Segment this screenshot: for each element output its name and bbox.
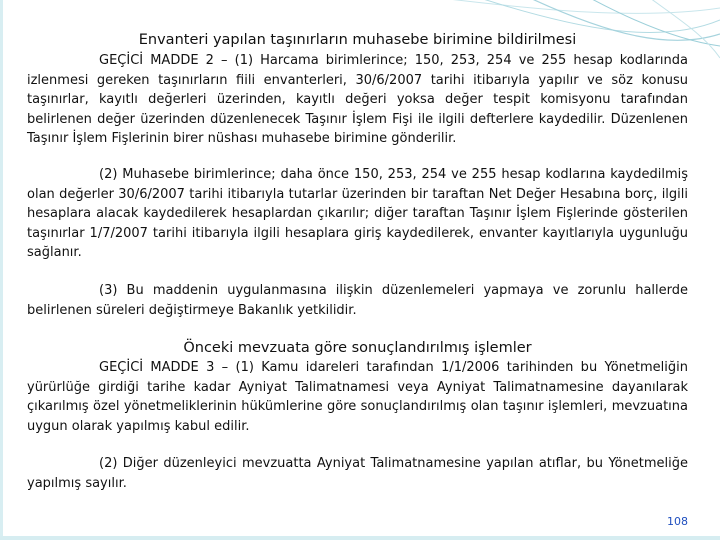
left-edge-decoration [0,0,3,540]
paragraph-2: (2) Muhasebe birimlerince; daha önce 150, 253, 254 ve 255 hesap kodlarına kaydedilmiş olan değerler 30/6/2007 tarihi itibarıyla tutarlar üzerinden bir taraftan Net Değer Hesabına borç, ilgili hesaplara alacak kaydedilerek hesaplardan çıkarılır; diğer taraftan Taşınır İşlem Fişlerinde gösterilen taşınırlar 1/7/2007 tarihi itibarıyla ilgili hesaplara giriş kaydedilerek, envanter kayıtlarıyla uygunluğu sağlanır. [27,167,688,260]
section-title-1: Envanteri yapılan taşınırların muhasebe birimine bildirilmesi [138,32,577,48]
bottom-edge-decoration [0,536,720,540]
paragraph-5: (2) Diğer düzenleyici mevzuatta Ayniyat Talimatnamesine yapılan atıflar, bu Yönetmeliğe yapılmış sayılır. [27,456,688,491]
paragraph-1: GEÇİCİ MADDE 2 – (1) Harcama birimlerince; 150, 253, 254 ve 255 hesap kodlarında izlenmesi gereken taşınırların fiili envanterleri, 30/6/2007 tarihi itibarıyla yapılır ve söz konusu taşınırlar, kayıtlı değerleri üzerinden, kayıtlı değeri yoksa değer tespit komisyonu tarafından belirlenen değer üzerinden düzenlenecek Taşınır İşlem Fişi ile ilgili defterlere kaydedilir. Düzenlenen Taşınır İşlem Fişlerinin birer nüshası muhasebe birimine gönderilir. [27,53,688,146]
paragraph-3: (3) Bu maddenin uygulanmasına ilişkin düzenlemeleri yapmaya ve zorunlu hallerde belirlenen süreleri değiştirmeye Bakanlık yetkilidir. [27,283,688,318]
paragraph-4: GEÇİCİ MADDE 3 – (1) Kamu idareleri tarafından 1/1/2006 tarihinden bu Yönetmeliğin yürürlüğe girdiği tarihe kadar Ayniyat Talimatnamesi veya Ayniyat Talimatnamesine dayanılarak çıkarılmış özel yönetmeliklerinin hükümlerine göre sonuçlandırılmış olan taşınır işlemleri, mevzuatına uygun olarak yapılmış kabul edilir. [27,360,688,434]
section-title-2: Önceki mevzuata göre sonuçlandırılmış işlemler [183,340,532,356]
page-number: 108 [667,515,688,528]
